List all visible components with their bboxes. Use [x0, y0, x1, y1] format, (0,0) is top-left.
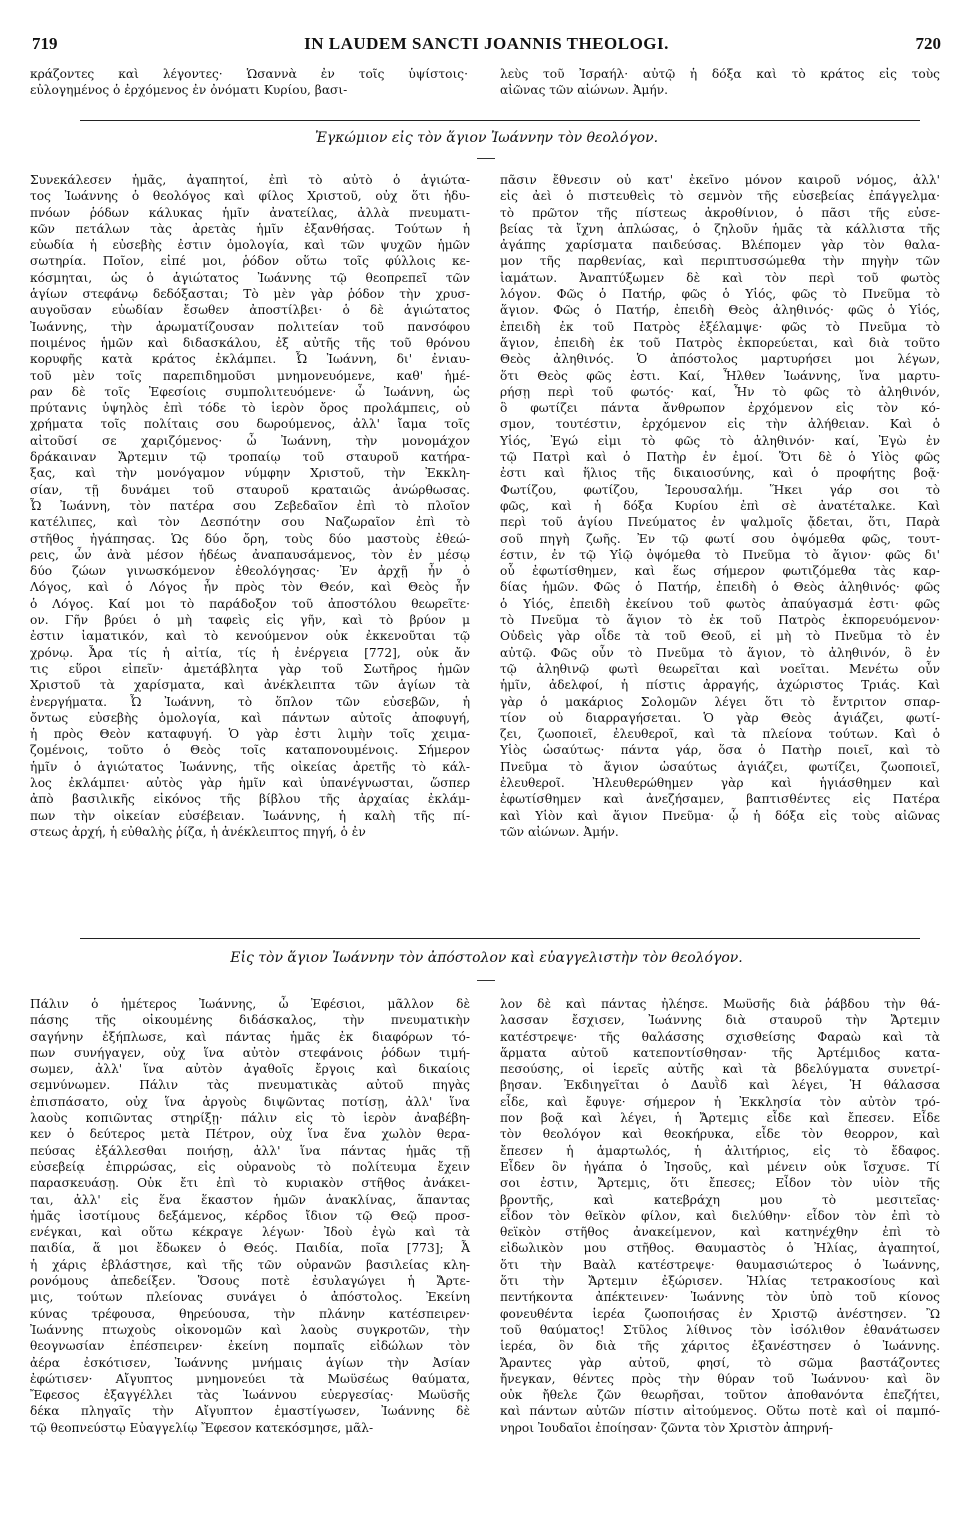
text-line: ζει, ζωοποιεῖ, ἐλευθεροῖ, καὶ τὰ πλείονα τούτων. Καὶ ὁ: [500, 727, 940, 742]
text-line: μον τῆς παρθενίας, καὶ περιπτυσσώμεθα τὴν πηγὴν τῶν: [500, 254, 940, 269]
text-line: ἰαμάτων. Ἀναπτύξωμεν δὲ καὶ τὸν περὶ τοῦ φωτὸς: [500, 270, 940, 285]
title-underline-short-2: [477, 980, 495, 981]
text-line: ξας, καὶ τὴν μονόγαμον νύμφην Χριστοῦ, τὴν Ἐκκλη-: [30, 466, 470, 481]
text-line: έστιν, ἐν τῷ Υἱῷ ὀψόμεθα τὸ Πνεῦμα τὸ ἅγιον· φῶς δι': [500, 547, 940, 562]
apostle-left-column: [30, 996, 470, 1436]
text-line: ἡμῖν, ἀδελφοί, ἡ πίστις ἀρραγής, ἀχώριστος Τριάς. Καὶ: [500, 678, 940, 693]
text-line: ον. Γῆν βρύει ὁ μὴ ταφεὶς εἰς γῆν, καὶ τὸ βρύον μ: [30, 613, 470, 628]
text-line: Θεὸς ἀληθινός. Ὁ ἀπόστολος μαρτυρήσει μοι λέγων,: [500, 352, 940, 367]
text-line: ἡ χάρις ἐβλάστησε, καὶ τῆς τῶν οὐρανῶν βασιλείας κλη-: [30, 1257, 470, 1272]
text-line: εἶδε, καὶ ἔφυγε· σήμερον ἡ Ἐκκλησία τὸν αὐτὸν τρό-: [500, 1094, 940, 1109]
running-title: IN LAUDEM SANCTI JOANNIS THEOLOGI.: [304, 34, 669, 53]
text-line: ται, ἀλλ' εἰς ἕνα ἕκαστον ἡμῶν ἀνακλίνας, ἅπαντας: [30, 1192, 470, 1207]
text-line: εὐλογημένος ὁ ἐρχόμενος ἐν ὀνόματι Κυρίου, βασι-: [30, 83, 348, 98]
text-line: Υἱὸς ὡσαύτως· πάντα γάρ, ὅσα ὁ Πατὴρ ποιεῖ, καὶ τὸ: [500, 743, 940, 758]
text-line: αυγοῦσαν εὐωδίαν ἔσωθεν ἀποστίλβει· ὁ δὲ ἁγιώτατος: [30, 303, 470, 318]
text-line: τὸ πρῶτον τῆς πίστεως ἀκροθίνιον, ὁ πᾶσι τῆς εὐσε-: [500, 205, 940, 220]
text-line: τῷ θεοπνεύστῳ Εὐαγγελίῳ Ἔφεσον κατεκόσμησε, μᾶλ-: [30, 1420, 374, 1435]
text-line: ἀγάπης χαρίσματα παιδεύσας. Βλέπομεν γὰρ τὸν θαλα-: [500, 238, 940, 253]
text-line: ἅγιον, ἐπειδὴ ἐκ τοῦ Πατρὸς ἐκπορεύεται, καὶ διὰ τοῦτο: [500, 335, 940, 350]
text-line: Χριστοῦ τὰ χαρίσματα, καὶ ἀνέκλειπτα τῶν ἁγίων τὰ: [30, 678, 470, 693]
text-line: ἡμᾶς ἰσοτίμους δεξάμενος, κέρδος ἴδιον τῷ Θεῷ προσ-: [30, 1208, 470, 1223]
text-line: αἰτοῦσί σε χαριζόμενος· ὦ Ἰωάννη, τὴν μονομάχον: [30, 433, 470, 448]
text-line: κράζοντες καὶ λέγοντες· Ὡσαννὰ ἐν τοῖς ὑψίστοις·: [30, 67, 468, 81]
section-title-encomium: Ἐγκώμιον εἰς τὸν ἅγιον Ἰωάννην τὸν θεολόγον.: [314, 130, 659, 146]
text-line: λόγον. Φῶς ὁ Πατήρ, φῶς ὁ Υἱός, φῶς τὸ Πνεῦμα τὸ: [500, 287, 940, 302]
text-line: ἐστι καὶ ἥλιος τῆς δικαιοσύνης, καὶ ὁ προφήτης βοᾷ·: [500, 466, 940, 481]
top-continuation-right-column: [500, 66, 940, 99]
text-line: ρονόμους ἀπεδείξεν. Ὅσους ποτὲ ἐσυλαγώγει ἡ Ἄρτε-: [30, 1274, 470, 1289]
text-line: τῷ ἀληθινῷ φωτὶ θεωρεῖται καὶ νοεῖται. Μενέτω οὖν: [500, 661, 940, 676]
encomium-left-column: [30, 172, 470, 840]
text-line: κεν ὁ δεύτερος μετὰ Πέτρον, οὐχ ἵνα ἕνα χωλὸν θερα-: [30, 1127, 470, 1142]
text-line: εἰς ἀεὶ ὁ πιστευθεὶς τὸ σεμνὸν τῆς εὐσεβείας ἐπάγγελμα·: [500, 189, 940, 204]
text-line: ὃ φωτίζει πάντα ἄνθρωπον ἐρχόμενον εἰς τὸν κό-: [500, 401, 940, 416]
text-line: σαγήνην ἐξήπλωσε, καὶ πάντας ἡμᾶς ἐκ διαφόρων τό-: [30, 1029, 470, 1044]
text-line: παρασκευάσῃ. Οὐκ ἔτι ἐπὶ τὸ κυριακὸν στῆθος ἀνάκει-: [30, 1176, 470, 1191]
text-line: πάσης τῆς οἰκουμένης διδάσκαλος, τὴν πνευματικὴν: [30, 1013, 470, 1028]
text-line: τῶν αἰώνων. Ἀμήν.: [500, 824, 619, 839]
text-line: ὅτι Θεὸς φῶς ἐστι. Καί, Ἦλθεν Ἰωάννης, ἵνα μαρτυ-: [500, 368, 940, 383]
text-line: λασσαν ἔσχισεν, Ἰωάννης διὰ σταυροῦ τὴν Ἄρτεμιν: [500, 1013, 940, 1028]
text-line: Λόγος, καὶ ὁ Λόγος ἦν πρὸς τὸν Θεόν, καὶ Θεὸς ἦν: [30, 580, 470, 595]
text-line: Υἱός, Ἐγώ εἰμι τὸ φῶς τὸ ἀληθινόν· καί, Ἐγὼ ἐν: [500, 433, 940, 448]
text-line: λεὺς τοῦ Ἰσραήλ· αὐτῷ ἡ δόξα καὶ τὸ κράτος εἰς τοὺς: [500, 67, 940, 81]
section-title-apostle: Εἰς τὸν ἅγιον Ἰωάννην τὸν ἀπόστολον καὶ εὐαγγελιστὴν τὸν θεολόγον.: [230, 950, 743, 966]
text-line: χρόνῳ. Ἆρα τίς ἡ αἰτία, τίς ἡ ἐνέργεια [772], οὐκ ἄν: [30, 645, 470, 660]
text-line: πᾶσιν ἔθνεσιν οὐ κατ' ἐκεῖνο μόνον καιροῦ νόμος, ἀλλ': [500, 173, 940, 187]
text-line: καὶ πάντων αὐτῶν πίστιν αἰτούμενος. Οὕτω ποτὲ καὶ οἱ παμπό-: [500, 1404, 940, 1419]
text-line: σμον, τουτέστιν, ἐρχόμενον εἰς τὴν ἀλήθειαν. Καὶ ὁ: [500, 417, 940, 432]
text-line: σοι ἐστιν, Ἄρτεμις, ὅτι ἔπεσες; Εἶδον τὸν υἱὸν τῆς: [500, 1176, 940, 1191]
text-line: ὁ Υἱός, ἐπειδὴ ἐκείνου τοῦ φωτὸς ἀπαύγασμά ἐστι· φῶς: [500, 596, 940, 611]
text-line: φονευθέντα ἱερέα ζωοποιήσας ἐν Χριστῷ ἀνέστησεν. Ὢ: [500, 1306, 940, 1321]
text-line: ρήσῃ περὶ τοῦ φωτός· καί, Ἦν τὸ φῶς τὸ ἀληθινόν,: [500, 384, 940, 399]
text-line: βησαν. Ἐκδιηγεῖται ὁ Δαυῒδ καὶ λέγει, Ἡ θάλασσα: [500, 1078, 940, 1093]
text-line: Ἄραντες γὰρ αὐτοῦ, φησί, τὸ σῶμα βαστάζοντες: [500, 1355, 940, 1370]
text-line: ἅγιον. Φῶς ὁ Πατήρ, ἐπειδὴ Θεὸς ἀληθινός· φῶς ὁ Υἱός,: [500, 303, 940, 318]
text-line: τις εὕροι εἰπεῖν· ἀμετάβλητα γὰρ τοῦ Σωτῆρος ἡμῶν: [30, 661, 470, 676]
section-divider-rule-2: [80, 938, 920, 939]
text-line: πον βοᾷ καὶ λέγει, ἡ Ἄρτεμις εἶδε καὶ ἔπεσεν. Εἶδε: [500, 1111, 940, 1126]
text-line: τοῦ μὲν τοῖς παρεπιδημοῦσι μνημονευόμενε, καθ' ἡμέ-: [30, 368, 470, 383]
text-line: ἁγίων στεφάνῳ δεδόξασται; Τὸ μὲν γὰρ ῥόδον τὴν χρυσ-: [30, 287, 470, 302]
text-line: κορυφῆς κατὰ κράτος ἐκλάμπει. Ὦ Ἰωάννη, δι' ἐνιαυ-: [30, 352, 470, 367]
text-line: φῶς, καὶ ἡ δόξα Κυρίου ἐπὶ σὲ ἀνατέταλκε. Καὶ: [500, 498, 940, 513]
text-line: ἐπειδὴ ἐκ τοῦ Πατρὸς ἐξέλαμψε· φῶς τὸ Πνεῦμα τὸ: [500, 319, 940, 334]
text-line: λος ἐκλάμπει· αὐτὸς γὰρ ἡμῖν καὶ ὑπανέγνωσται, ὥσπερ: [30, 775, 470, 790]
text-line: ζομένοις, τοῦτο ὁ Θεὸς τοῖς καταπονουμένοις. Σήμερον: [30, 743, 470, 758]
text-line: γὰρ ὁ μακάριος Σολομῶν λέγει ὅτι τὸ ἔντριτον σπαρ-: [500, 694, 940, 709]
text-line: τίον οὐ διαρραγήσεται. Ὁ γὰρ Θεὸς ἁγιάζει, φωτί-: [500, 710, 940, 725]
text-line: δύο ζώων γινωσκόμενον ἐθεολόγησας· Ἐν ἀρχῇ ἦν ὁ: [30, 564, 470, 579]
text-line: δίας ἡμῶν. Φῶς ὁ Πατήρ, ἐπειδὴ ὁ Θεὸς ἀληθινός· φῶς: [500, 580, 940, 595]
text-line: πων συνήγαγεν, οὐχ ἵνα αὐτὸν στεφάνοις ῥόδων τιμή-: [30, 1045, 470, 1060]
text-line: μις, τούτων πλείονας συνάγει ὁ ἀπόστολος. Ἐκείνη: [30, 1290, 470, 1305]
text-line: Οὐδεὶς γὰρ οἶδε τὰ τοῦ Θεοῦ, εἰ μὴ τὸ Πνεῦμα τὸ ἐν: [500, 629, 940, 644]
text-line: εὐωδία ἡ εὐσεβὴς ἐστιν ὁμολογία, καὶ τῶν ψυχῶν ἡμῶν: [30, 238, 470, 253]
text-line: κόσμηται, ὡς ὁ ἁγιώτατος Ἰωάννης τῷ θεοπρεπεῖ τῶν: [30, 270, 470, 285]
text-line: χρήματα τοῖς πολίταις σου δωρούμενος, ἀλλ' ἴαμα τοῖς: [30, 417, 470, 432]
text-line: οὐκ ἤθελε ζῶν θεωρῆσαι, τοῦτον ἀποθανόντα ἐπεζήτει,: [500, 1388, 940, 1403]
text-line: Πάλιν ὁ ἡμέτερος Ἰωάννης, ὦ Ἐφέσιοι, μᾶλλον δὲ: [30, 997, 470, 1011]
text-line: ἐπισπάσατο, οὐχ ἵνα ἀργοὺς διψῶντας ποτίσῃ, ἀλλ' ἵνα: [30, 1094, 470, 1109]
text-line: ἀέρα ἐσκότισεν, Ἰωάννης μνήμαις ἁγίων τὴν Ἀσίαν: [30, 1355, 470, 1370]
text-line: Ὦ Ἰωάννη, τὸν πατέρα σου Ζεβεδαῖον ἐπὶ τὸ πλοῖον: [30, 498, 470, 513]
text-line: ἅρματα αὐτοῦ κατεποντίσθησαν· τῆς Ἀρτέμιδος κατα-: [500, 1045, 940, 1060]
text-line: ἡμῖν ὁ ἁγιώτατος Ἰωάννης, τῆς οἰκείας ἀρετῆς τὸ κάλ-: [30, 759, 470, 774]
text-line: εὐσεβείᾳ ἐπιρρώσας, εἰς οὐρανοὺς τὸ πολίτευμα ἔχειν: [30, 1159, 470, 1174]
running-header: [30, 34, 943, 56]
title-underline-short: [477, 158, 495, 159]
text-line: Πνεῦμα τὸ ἅγιον ὡσαύτως ἁγιάζει, φωτίζει, ζωοποιεῖ,: [500, 759, 940, 774]
text-line: πεσούσης, οἱ ἱερεῖς αὐτῆς καὶ τὰ βδελύγματα συνετρί-: [500, 1062, 940, 1077]
text-line: καὶ Υἱὸν καὶ ἅγιον Πνεῦμα· ᾧ ἡ δόξα εἰς τοὺς αἰῶνας: [500, 808, 940, 823]
text-line: ὁ Λόγος. Καί μοι τὸ παράδοξον τοῦ ἀποστόλου θεωρεῖτε·: [30, 596, 470, 611]
text-line: Ἰωάννης, τὴν ἀρωματίζουσαν πολιτείαν τοῦ πανσόφου: [30, 319, 470, 334]
text-line: παιδία, ἅ μοι ἔδωκεν ὁ Θεός. Παιδία, ποῖα [773]; Ἆ: [30, 1241, 470, 1256]
text-line: θεογνωσίαν ἐπέσπειρεν· ἐκείνη πομπαῖς εἰδώλων τὸν: [30, 1339, 470, 1354]
text-line: δράκαιναν Ἄρτεμιν τῷ τροπαίῳ τοῦ σταυροῦ κατήρα-: [30, 450, 470, 465]
text-line: ὅτι τὴν Ἄρτεμιν ἐξώρισεν. Ἠλίας τετρακοσίους καὶ: [500, 1274, 940, 1289]
text-line: ἐνεργήματα. Ὦ Ἰωάννη, τὸ ὅπλον τῶν εὐσεβῶν, ἡ: [30, 694, 470, 709]
text-line: ἐφώτισεν· Αἴγυπτος μνημονεύει τὰ Μωϋσέως θαύματα,: [30, 1371, 470, 1386]
text-line: πων τὴν οἰκείαν εὐσέβειαν. Ἰωάννης, ἡ καλὴ τῆς πί-: [30, 808, 470, 823]
text-line: ρεις, ὧν ἀνὰ μέσον ἡδέως ἀναπαυσάμενος, τὸν ἐν μέσῳ: [30, 547, 470, 562]
text-line: στῆθος ἠγάπησας. Ὡς δύο ὄρη, τοὺς δύο μαστοὺς ἐθεώ-: [30, 531, 470, 546]
text-line: ποιμένος ἡμῶν καὶ διδασκάλου, ἐξ αὐτῆς τῆς τοῦ θρόνου: [30, 335, 470, 350]
text-line: Ἔφεσος ἐξαγγέλλει τὰς Ἰωάννου εὐεργεσίας· Μωϋσῆς: [30, 1388, 470, 1403]
text-line: περὶ τοῦ ἁγίου Πνεύματος ἐν ψαλμοῖς ᾄδεται, ὅτι, Παρὰ: [500, 515, 940, 530]
text-line: τος Ἰωάννης ὁ θεολόγος καὶ φίλος Χριστοῦ, οὐχ ὅτι ἡδυ-: [30, 189, 470, 204]
text-line: κῶν πετάλων τὰς ἀρετὰς ἡμῖν ἐξανθήσας. Τούτων ἡ: [30, 221, 470, 236]
text-line: λαοὺς κοπιῶντας στηρίξῃ· πάλιν εἰς τὸ ἱερὸν ἀναβέβη-: [30, 1111, 470, 1126]
text-line: τῷ Πατρὶ καὶ ὁ Πατὴρ ἐν ἐμοί. Ὅτι δὲ ὁ Υἱὸς φῶς: [500, 450, 940, 465]
encomium-right-column: [500, 172, 940, 840]
text-line: σωμεν, ἀλλ' ἵνα αὐτὸν ἀγαθοῖς ἔργοις καὶ δικαίοις: [30, 1062, 470, 1077]
text-line: ὅτι τὴν Βαὰλ κατέστρεψε· θαυμασιώτερος ὁ Ἰωάννης,: [500, 1257, 940, 1272]
text-line: ἔπεσεν ἡ ἁμαρτωλός, ἡ ἀλιτήριος, εἰς τὸ ἔδαφος.: [500, 1143, 940, 1158]
text-line: Εἶδεν ὃν ἠγάπα ὁ Ἰησοῦς, καὶ μένειν οὐκ ἴσχυσε. Τί: [500, 1159, 940, 1174]
text-line: βείας τὰ ἴχνη ἁπλώσας, ὁ ζηλοῦν ἡμᾶς τὰ κάλλιστα τῆς: [500, 221, 940, 236]
text-line: δέκα πληγαῖς τὴν Αἴγυπτον ἐμαστίγωσεν, Ἰωάννης δὲ: [30, 1404, 470, 1419]
text-line: ἤνεγκαν, θέντες πρὸς τὴν θύραν τοῦ Ἰωάννου· καὶ ὃν: [500, 1371, 940, 1386]
text-line: σοῦ πηγὴ ζωῆς. Ἐν τῷ φωτί σου ὀψόμεθα φῶς, τουτ-: [500, 531, 940, 546]
text-line: θεϊκὸν στῆθος ἀνακείμενον, καὶ κατηνέχθην ἐπὶ τὸ: [500, 1225, 940, 1240]
text-line: τοῦ θαύματος! Στῦλος λίθινος τὸν ἰσόλιθον ἐθανάτωσεν: [500, 1322, 940, 1337]
text-line: στεως ἀρχή, ἡ εὐθαλὴς ῥίζα, ἡ ἀνέκλειπτος πηγή, ὁ ἐν: [30, 824, 366, 839]
text-line: ἀπὸ βασιλικῆς εἰκόνος τῆς βίβλου τῆς ἀρχαίας ἐκλάμ-: [30, 792, 470, 807]
text-line: ἐφωτίσθημεν καὶ ἀνεζήσαμεν, βαπτισθέντες εἰς Πατέρα: [500, 792, 940, 807]
text-line: ἐλευθεροῖ. Ἠλευθερώθημεν γὰρ καὶ ἡγιάσθημεν καὶ: [500, 775, 940, 790]
text-line: εἶδον τὸν θεϊκὸν φίλον, καὶ διελύθην· εἶδον τὸν ἐπὶ τὸ: [500, 1208, 940, 1223]
text-line: ἱερέα, ὃν διὰ τῆς χάριτος ἐξανέστησεν ὁ Ἰωάννης.: [500, 1339, 940, 1354]
text-line: τὸν θεολόγον καὶ θεοκήρυκα, εἶδε τὸν θεορρον, καὶ: [500, 1127, 940, 1142]
text-line: πεντήκοντα ἀπέκτεινεν· Ἰωάννης τὸν ὑπὸ τοῦ κίονος: [500, 1290, 940, 1305]
text-line: ὄντως εὐσεβὴς ὁμολογία, καὶ πάντων αὐτοῖς ἀποφυγή,: [30, 710, 470, 725]
text-line: ἐστιν ἰαματικόν, καὶ τὸ κενούμενον οὐκ ἐκκενοῦται τῷ: [30, 629, 470, 644]
text-line: κύνας τρέφουσα, θηρεύουσα, τὴν πλάνην κατέσπειρεν·: [30, 1306, 470, 1321]
apostle-right-column: [500, 996, 940, 1436]
text-line: νηροι Ἰουδαῖοι ἐποίησαν· ζῶντα τὸν Χριστὸν ἀπηρνή-: [500, 1420, 833, 1435]
text-line: κατέλιπες, καὶ τὸν Δεσπότην σου Ναζωραῖον ἐπὶ τὸ: [30, 515, 470, 530]
text-line: κατέστρεψε· τῆς θαλάσσης σχισθείσης Φαραὼ καὶ τὰ: [500, 1029, 940, 1044]
text-line: πεύσας ἐξάλλεσθαι ποιήσῃ, ἀλλ' ἵνα πάντας ἡμᾶς τῇ: [30, 1143, 470, 1158]
text-line: εἰδωλικὸν μου στῆθος. Θαυμαστὸς ὁ Ἠλίας, ἀγαπητοί,: [500, 1241, 940, 1256]
text-line: Συνεκάλεσεν ἡμᾶς, ἀγαπητοί, ἐπὶ τὸ αὐτὸ ὁ ἁγιώτα-: [30, 173, 470, 187]
text-line: σίαν, τῇ δυνάμει τοῦ σταυροῦ κραταιῶς ἀνώρθωσας.: [30, 482, 470, 497]
page-number-right: 720: [915, 34, 941, 53]
text-line: πρύτανις ὑψηλὸς ἐπὶ τόδε τὸ ἱερὸν ὄρος προλάμπεις, οὐ: [30, 401, 470, 416]
text-line: αὐτῷ. Φῶς οὖν τὸ Πνεῦμα τὸ ἅγιον, τὸ ἀληθινόν, ὃ ἐν: [500, 645, 940, 660]
text-line: λον δὲ καὶ πάντας ἠλέησε. Μωϋσῆς διὰ ῥάβδου τὴν θά-: [500, 997, 940, 1011]
text-line: αἰῶνας τῶν αἰώνων. Ἀμήν.: [500, 83, 669, 98]
text-line: ραν δὲ τοῖς Ἐφεσίοις συμπολιτευόμενε· ὦ Ἰωάννη, ὡς: [30, 384, 470, 399]
text-line: βροντῆς, καὶ κατεβράχη μου τὸ μεσιτεῖας·: [500, 1192, 940, 1207]
text-line: ενέγκαι, καὶ οὕτω κέκραγε λέγων· Ἰδοὺ ἐγὼ καὶ τὰ: [30, 1225, 470, 1240]
text-line: οὗ ἐφωτίσθημεν, καὶ ἕως σήμερον φωτιζόμεθα τὰς καρ-: [500, 564, 940, 579]
top-continuation-left-column: [30, 66, 468, 99]
text-line: Ἰωάννης πτωχοὺς οἰκονομῶν καὶ λαοὺς συγκροτῶν, τὴν: [30, 1322, 470, 1337]
text-line: σωτηρία. Ποῖον, εἰπέ μοι, ῥόδον οὕτω τοῖς φύλλοις κε-: [30, 254, 470, 269]
section-divider-rule: [80, 120, 920, 121]
text-line: ἡ πρὸς Θεὸν καταφυγή. Ὁ γὰρ ἐστι λιμὴν τοῖς χειμα-: [30, 727, 470, 742]
text-line: Φωτίζου, φωτίζου, Ἱερουσαλήμ. Ἥκει γάρ σοι τὸ: [500, 482, 940, 497]
text-line: σεμνύνωμεν. Πάλιν τὰς πνευματικὰς αὐτοῦ πηγὰς: [30, 1078, 470, 1093]
page-number-left: 719: [32, 34, 58, 53]
text-line: πνόων ῥόδων κάλυκας ἡμῖν ἀνατείλας, ἀλλὰ πνευματι-: [30, 205, 470, 220]
text-line: τὸ Πνεῦμα τὸ ἅγιον τὸ ἐκ τοῦ Πατρὸς ἐκπορευόμενον·: [500, 613, 940, 628]
